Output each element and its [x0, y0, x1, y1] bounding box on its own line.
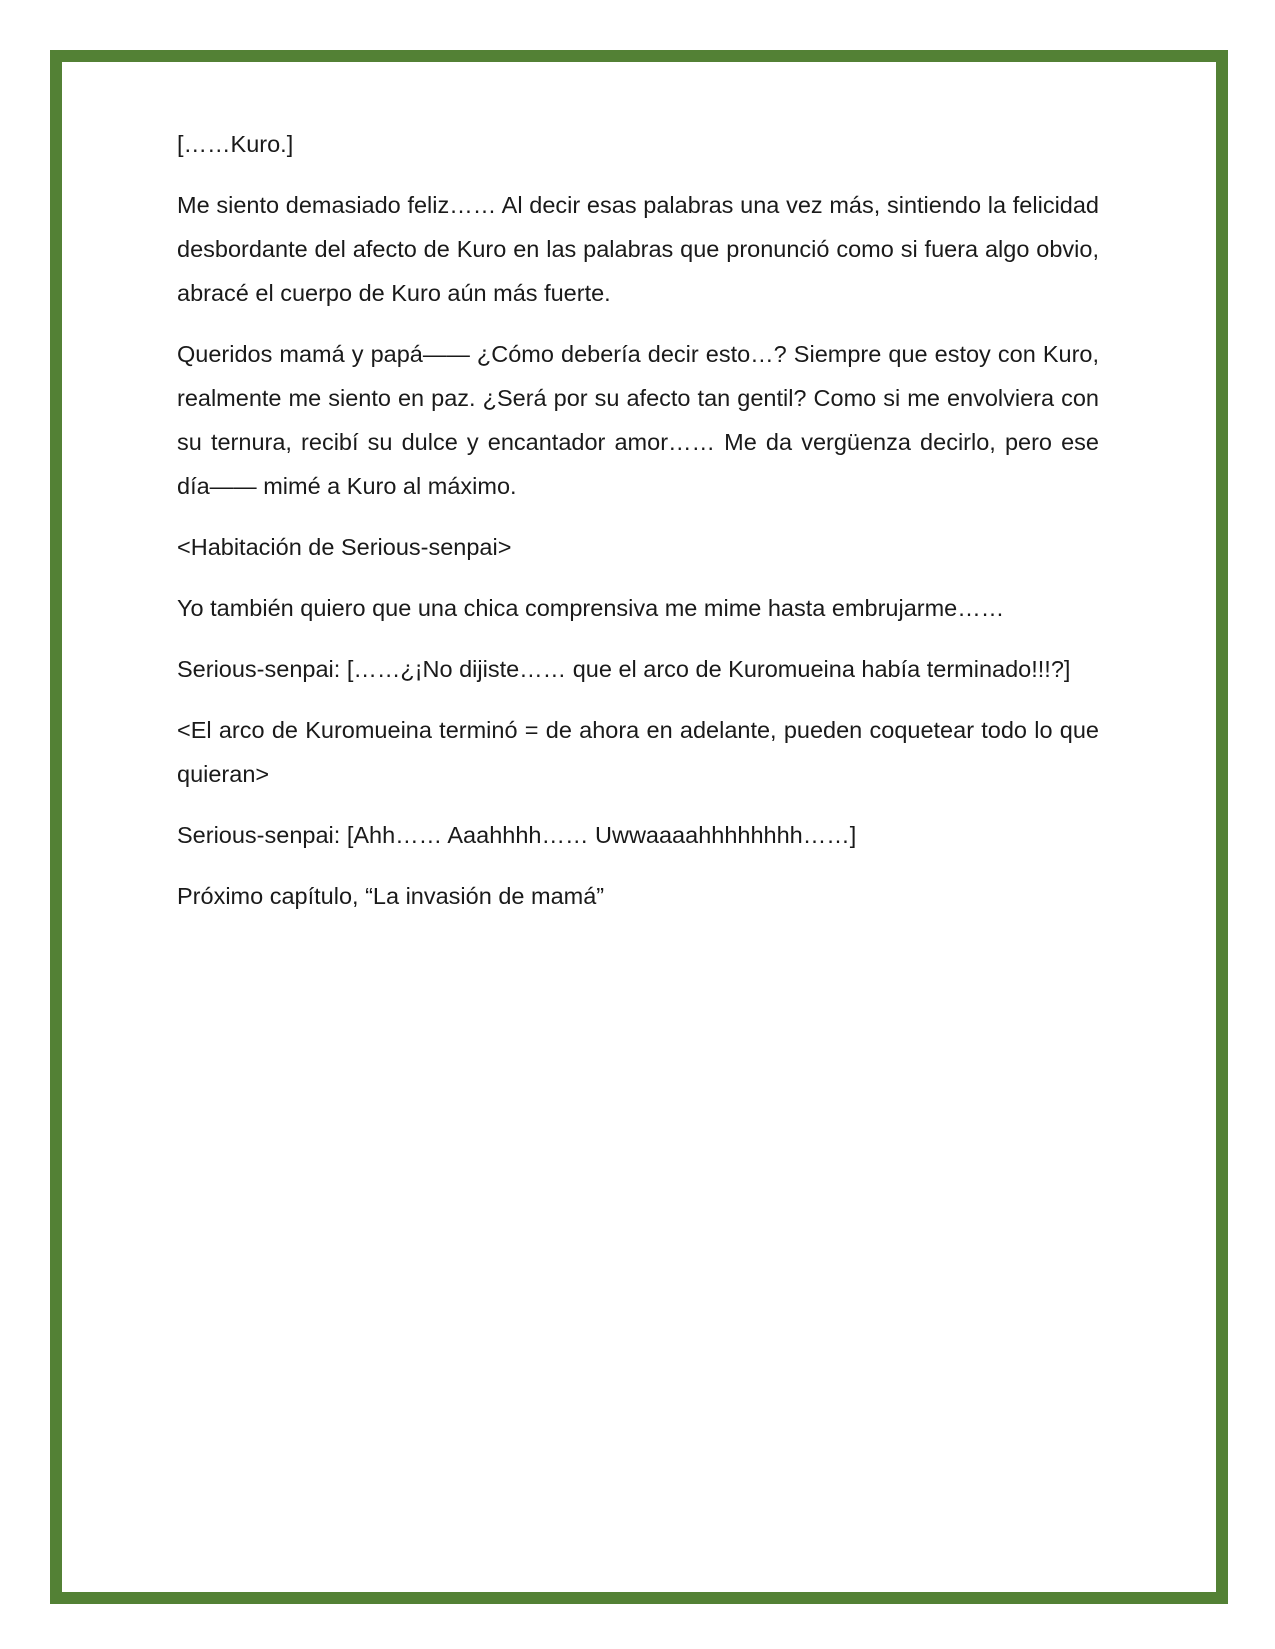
paragraph-narration-happy: Me siento demasiado feliz…… Al decir esas palabras una vez más, sintiendo la felicidad desbordante del afecto de Kuro en las palabras que pronunció como si fuera algo obvio, abracé el cuerpo de Kuro aún más fuerte.	[177, 192, 1099, 306]
paragraph-scene-heading: <Habitación de Serious-senpai>	[177, 534, 512, 560]
document-body	[177, 122, 1099, 935]
paragraph-dialogue-kuro: [……Kuro.]	[177, 131, 294, 157]
paragraph-monologue: Yo también quiero que una chica comprensiva me mime hasta embrujarme……	[177, 595, 1005, 621]
paragraph-arc-note: <El arco de Kuromueina terminó = de ahora en adelante, pueden coquetear todo lo que quieran>	[177, 717, 1099, 787]
paragraph-dialogue-senpai-1: Serious-senpai: [……¿¡No dijiste…… que el arco de Kuromueina había terminado!!!?]	[177, 656, 1071, 682]
paragraph-dialogue-senpai-2: Serious-senpai: [Ahh…… Aaahhhh…… Uwwaaaahhhhhhhh……]	[177, 822, 857, 848]
paragraph-next-chapter: Próximo capítulo, “La invasión de mamá”	[177, 883, 605, 909]
paragraph-letter-parents: Queridos mamá y papá—— ¿Cómo debería decir esto…? Siempre que estoy con Kuro, realmente me siento en paz. ¿Será por su afecto tan gentil? Como si me envolviera con su ternura, recibí su dulce y encantador amor…… Me da vergüenza decirlo, pero ese día—— mimé a Kuro al máximo.	[177, 341, 1099, 499]
